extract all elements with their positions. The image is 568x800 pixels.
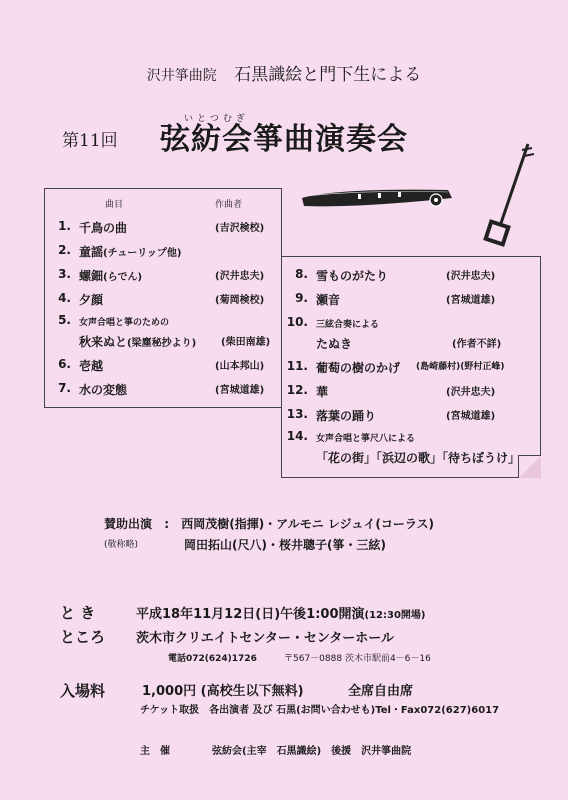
admission-fee: 1,000円 (高校生以下無料) xyxy=(142,684,304,699)
page-fold xyxy=(518,455,541,478)
shamisen-illustration xyxy=(478,140,538,250)
presenters: 石黒識絵と門下生による xyxy=(234,65,422,85)
support-line-1: 賛助出演 : 西岡茂樹(指揮)・アルモニ レジュイ(コーラス) xyxy=(104,517,434,531)
support-label: 賛助出演 xyxy=(104,517,153,531)
program-list-left: 曲目 作曲者 1. 千鳥の曲 (吉沢検校) 2. 童謡(チューリップ他) 3. 螺鈿(らでん) (沢井忠夫) 4. 夕顔 (菊岡検校) 5. 女声合唱と箏のための 秋来ぬと(梁塵秘抄より) (柴田南雄) 6. 壱越 (山本邦山) 7. 水の変態 (宮城道雄) xyxy=(44,188,282,408)
where-label: ところ xyxy=(60,628,106,646)
col-title-header: 曲目 xyxy=(105,200,124,210)
koto-illustration xyxy=(298,178,458,218)
support-performers-2: 岡田拓山(尺八)・桜井聰子(箏・三絃) xyxy=(184,538,386,552)
venue-tel: 電話072(624)1726 xyxy=(168,654,257,664)
program-list-right: 8. 雪ものがたり (沢井忠夫) 9. 瀬音 (宮城道雄) 10. 三絃合奏による たぬき (作者不詳) 11. 葡萄の樹のかげ (島崎藤村)(野村正峰) 12. 華 (沢井忠夫) 13. 落葉の踊り (宮城道雄) 14. 女声合唱と箏尺八による 「花の街」「浜辺の歌」「待ちぼうけ」 xyxy=(281,256,541,478)
when-label: と き xyxy=(60,604,96,622)
honorific-note: (敬称略) xyxy=(104,540,139,550)
event-datetime: 平成18年11月12日(日)午後1:00開演(12:30開場) xyxy=(136,607,426,622)
page-title: 弦紡会箏曲演奏会 xyxy=(160,122,408,157)
title-ruby: いとつむぎ xyxy=(184,114,249,124)
edition: 第11回 xyxy=(62,131,118,151)
host-label: 主 催 xyxy=(140,746,170,757)
col-composer-header: 作曲者 xyxy=(215,200,243,210)
header-line xyxy=(0,60,568,85)
school-name: 沢井箏曲院 xyxy=(146,68,217,84)
venue: 茨木市クリエイトセンター・センターホール xyxy=(136,631,395,646)
venue-address: 〒567－0888 茨木市駅前4－6－16 xyxy=(284,654,431,664)
support-performers-1: 西岡茂樹(指揮)・アルモニ レジュイ(コーラス) xyxy=(181,517,434,531)
ticket-info: チケット取扱 各出演者 及び 石黒(お問い合わせも)Tel・Fax072(627)6017 xyxy=(140,705,500,716)
seating: 全席自由席 xyxy=(348,684,414,699)
support-line-2 xyxy=(104,536,386,552)
host-info: 弦紡会(主宰 石黒識絵) 後援 沢井箏曲院 xyxy=(212,746,412,757)
fee-label: 入場料 xyxy=(60,682,106,700)
